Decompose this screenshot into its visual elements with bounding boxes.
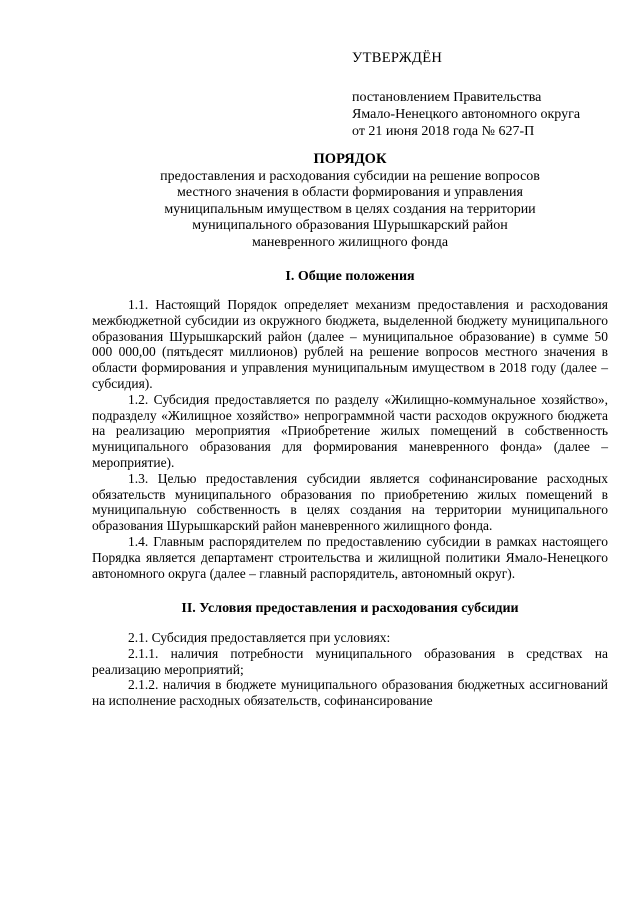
document-subtitle-line: местного значения в области формирования и управления bbox=[177, 185, 523, 200]
document-subtitle-line: маневренного жилищного фонда bbox=[251, 234, 449, 250]
approval-line: Ямало-Ненецкого автономного округа bbox=[352, 107, 581, 122]
paragraph-2-1-2: 2.1.2. наличия в бюджете муниципального образования бюджетных ассигнований на исполнение расходных обязательств, софинансирование bbox=[92, 677, 608, 709]
paragraph-2-1-1: 2.1.1. наличия потребности муниципального образования в средствах на реализацию мероприятий; bbox=[92, 645, 608, 677]
section-heading-conditions: II. Условия предоставления и расходования субсидии bbox=[181, 601, 519, 616]
paragraph-1-3: 1.3. Целью предоставления субсидии является софинансирование расходных обязательств муниципального образования по приобретению жилых помещений в муниципальную собственность в целях создания на территории муниципального образования Шурышкарский район маневренного жилищного фонда. bbox=[92, 470, 608, 534]
document-title: ПОРЯДОК bbox=[313, 151, 387, 167]
approval-heading: УТВЕРЖДЁН bbox=[352, 50, 443, 66]
document-title-block bbox=[92, 151, 608, 251]
section-conditions-body bbox=[92, 630, 608, 709]
section-general-body bbox=[92, 297, 608, 581]
paragraph-2-1: 2.1. Субсидия предоставляется при условиях: bbox=[128, 630, 391, 645]
approval-line: от 21 июня 2018 года № 627-П bbox=[352, 124, 535, 139]
section-heading-general: I. Общие положения bbox=[285, 269, 415, 284]
document-subtitle-line: муниципального образования Шурышкарский район bbox=[192, 218, 508, 233]
approval-stamp bbox=[352, 50, 622, 140]
paragraph-1-1: 1.1. Настоящий Порядок определяет механизм предоставления и расходования межбюджетной субсидии из окружного бюджета, выделенной бюджету муниципального образования Шурышкарский район (далее – муниципальное образование) в сумме 50 000 000,00 (пятьдесят миллионов) рублей на решение вопросов местного значения в области формирования и управления муниципальным имуществом в 2018 году (далее – субсидия). bbox=[92, 297, 608, 391]
document-subtitle-line: муниципальным имуществом в целях создания на территории bbox=[164, 201, 536, 217]
approval-line: постановлением Правительства bbox=[352, 90, 542, 105]
document-subtitle-line: предоставления и расходования субсидии на решение вопросов bbox=[160, 168, 540, 184]
paragraph-1-4: 1.4. Главным распорядителем по предоставлению субсидии в рамках настоящего Порядка является департамент строительства и жилищной политики Ямало-Ненецкого автономного округа (далее – главный распорядитель, автономный округ). bbox=[92, 533, 608, 581]
paragraph-1-2: 1.2. Субсидия предоставляется по разделу «Жилищно-коммунальное хозяйство», подразделу «Жилищное хозяйство» непрограммной части расходов окружного бюджета на реализацию мероприятия «Приобретение жилых помещений в собственность муниципального образования для формирования маневренного фонда» (далее – мероприятие). bbox=[92, 391, 608, 470]
